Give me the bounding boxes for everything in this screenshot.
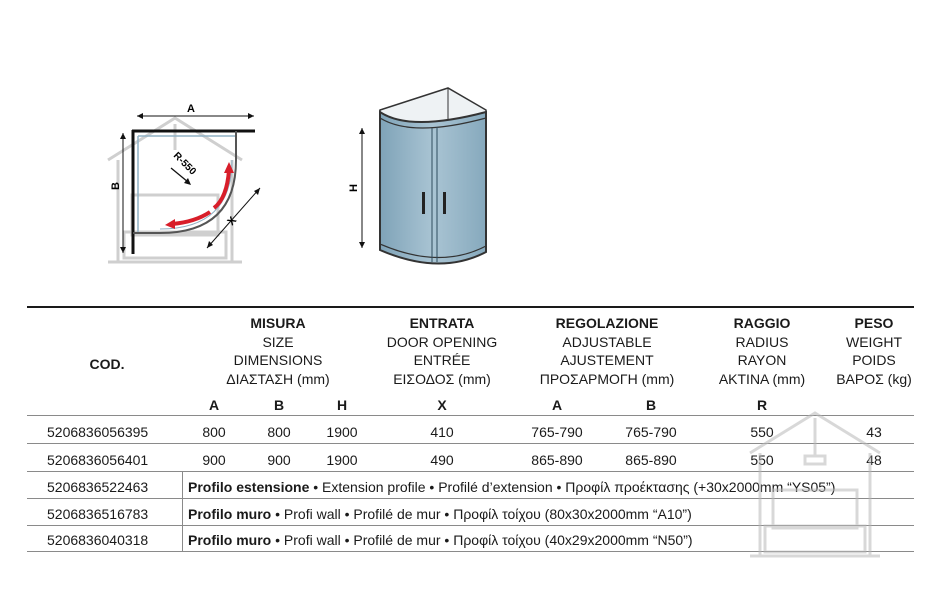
subheader-misura-b: B	[273, 397, 285, 413]
row-adj-a: 865-890	[531, 452, 583, 468]
row-code: 5206836516783	[47, 506, 149, 522]
row-h: 1900	[326, 424, 358, 440]
dimension-h-label: H	[348, 184, 360, 192]
row-r: 550	[750, 452, 774, 468]
row-adj-a: 765-790	[531, 424, 583, 440]
raggio-header: RAGGIO RADIUS RAYON ΑΚΤΙΝΑ (mm)	[718, 315, 806, 387]
dimension-b-label: B	[110, 182, 122, 190]
row-weight: 43	[866, 424, 882, 440]
subheader-regolazione-a: A	[551, 397, 563, 413]
row-code: 5206836056395	[47, 424, 149, 440]
house-sofa-watermark-icon	[108, 118, 242, 262]
subheader-misura-h: H	[336, 397, 348, 413]
entrata-header: ENTRATA DOOR OPENING ENTRÉE ΕΙΣΟΔΟΣ (mm)	[386, 315, 498, 387]
code-column-separator	[182, 471, 183, 551]
row-adj-b: 765-790	[625, 424, 677, 440]
row-adj-b: 865-890	[625, 452, 677, 468]
subheader-regolazione-b: B	[645, 397, 657, 413]
peso-header: PESO WEIGHT POIDS ΒΑΡΟΣ (kg)	[836, 315, 912, 387]
row-code: 5206836040318	[47, 532, 149, 548]
table-top-rule	[27, 306, 914, 308]
code-header: COD.	[89, 356, 125, 372]
row-weight: 48	[866, 452, 882, 468]
row-r: 550	[750, 424, 774, 440]
regolazione-header: REGOLAZIONE ADJUSTABLE AJUSTEMENT ΠΡΟΣΑΡΜΟΓΗ (mm)	[539, 315, 675, 387]
row-description: Profilo muro • Profi wall • Profilé de mur • Προφίλ τοίχου (80x30x2000mm “A10”)	[188, 506, 692, 522]
misura-header: MISURA SIZE DIMENSIONS ΔΙΑΣΤΑΣΗ (mm)	[226, 315, 330, 387]
row-a: 900	[202, 452, 226, 468]
house-sofa-watermark-icon	[745, 408, 885, 563]
row-b: 800	[267, 424, 291, 440]
subheader-raggio-r: R	[756, 397, 768, 413]
row-x: 490	[430, 452, 454, 468]
elevation-view-diagram	[340, 80, 500, 280]
row-description: Profilo muro • Profi wall • Profilé de mur • Προφίλ τοίχου (40x29x2000mm “N50”)	[188, 532, 693, 548]
row-code: 5206836056401	[47, 452, 149, 468]
subheader-entrata-x: X	[437, 397, 447, 413]
row-code: 5206836522463	[47, 479, 149, 495]
subheader-misura-a: A	[208, 397, 220, 413]
radius-label: R-550	[170, 150, 198, 178]
row-a: 800	[202, 424, 226, 440]
row-x: 410	[430, 424, 454, 440]
row-b: 900	[267, 452, 291, 468]
plan-view-diagram	[0, 0, 300, 290]
row-description: Profilo estensione • Extension profile • Profilé d’extension • Προφίλ προέκτασης (+30x2000mm “YS05”)	[188, 479, 836, 495]
dimension-a-label: A	[187, 103, 195, 115]
row-h: 1900	[326, 452, 358, 468]
dimension-x-label: X	[225, 214, 240, 229]
